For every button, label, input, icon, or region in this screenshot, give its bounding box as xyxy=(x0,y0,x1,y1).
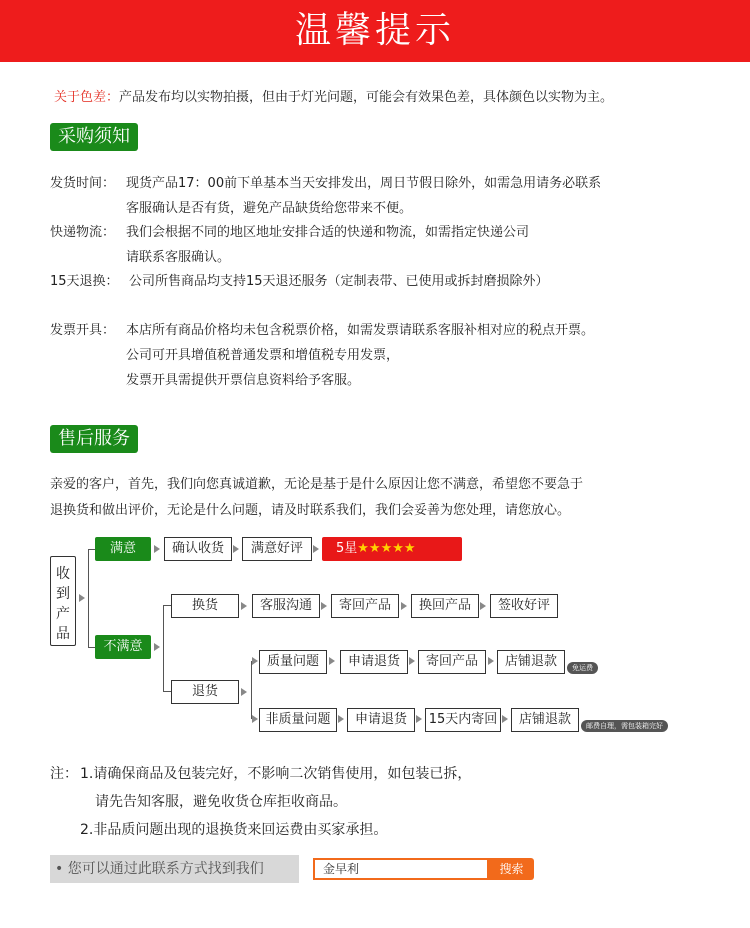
arrow-icon xyxy=(154,545,160,553)
invoice-line-2: 公司可开具增值税普通发票和增值税专用发票， xyxy=(126,348,400,363)
logistics-line-1: 我们会根据不同的地区地址安排合适的快递和物流，如需指定快递公司 xyxy=(126,225,530,240)
return-policy-line-1: 公司所售商品均支持15天退还服务（定制表带、已使用或拆封磨损除外） xyxy=(129,274,549,289)
non-quality-send-back-box: 15天内寄回 xyxy=(425,708,501,732)
confirm-receipt-box: 确认收货 xyxy=(164,537,232,561)
arrow-icon xyxy=(154,643,160,651)
logistics-line-2: 请联系客服确认。 xyxy=(126,250,231,265)
satisfied-badge: 满意 xyxy=(95,537,151,561)
arrow-icon xyxy=(252,715,258,723)
store-search-input[interactable]: 金早利 xyxy=(313,858,489,880)
connector-line xyxy=(88,549,95,550)
return-policy-label: 15天退换： xyxy=(50,274,119,289)
arrow-icon xyxy=(79,594,85,602)
five-star-label: 5星 xyxy=(336,541,358,556)
quality-apply-return-box: 申请退货 xyxy=(340,650,408,674)
quality-send-back-box: 寄回产品 xyxy=(418,650,486,674)
arrow-icon xyxy=(502,715,508,723)
arrow-icon xyxy=(241,602,247,610)
good-review-box: 满意好评 xyxy=(242,537,312,561)
return-box: 退货 xyxy=(171,680,239,704)
note-prefix: 注： xyxy=(50,766,78,782)
non-quality-issue-box: 非质量问题 xyxy=(259,708,337,732)
received-product-box: 收到产品 xyxy=(50,556,76,646)
arrow-icon xyxy=(338,715,344,723)
exchange-step-sign-review: 签收好评 xyxy=(490,594,558,618)
arrow-icon xyxy=(241,688,247,696)
non-quality-apply-return-box: 申请退货 xyxy=(347,708,415,732)
shipping-line-1: 现货产品17：00前下单基本当天安排发出，周日节假日除外，如需急用请务必联系 xyxy=(126,176,602,191)
logistics-label: 快递物流： xyxy=(50,225,116,240)
connector-line xyxy=(88,647,95,648)
after-sales-heading: 售后服务 xyxy=(50,425,138,453)
five-star-rating xyxy=(322,537,462,561)
non-quality-refund-box: 店铺退款 xyxy=(511,708,579,732)
connector-line xyxy=(251,661,252,719)
arrow-icon xyxy=(401,602,407,610)
note-item-2: 2.非品质问题出现的退换货来回运费由买家承担。 xyxy=(80,822,388,838)
invoice-line-3: 发票开具需提供开票信息资料给予客服。 xyxy=(126,373,361,388)
arrow-icon xyxy=(313,545,319,553)
free-shipping-tag: 免运费 xyxy=(567,662,598,674)
after-sales-intro-1: 亲爱的客户，首先，我们向您真诚道歉，无论是基于是什么原因让您不满意，希望您不要急于 xyxy=(50,477,584,492)
shipping-label: 发货时间： xyxy=(50,176,116,191)
shipping-line-2: 客服确认是否有货，避免产品缺货给您带来不便。 xyxy=(126,201,413,216)
quality-issue-box: 质量问题 xyxy=(259,650,327,674)
contact-hint: • 您可以通过此联系方式找到我们 xyxy=(50,855,299,883)
exchange-box: 换货 xyxy=(171,594,239,618)
connector-line xyxy=(88,549,89,647)
arrow-icon xyxy=(409,657,415,665)
note-item-1-line-2: 请先告知客服，避免收货仓库拒收商品。 xyxy=(95,794,347,810)
arrow-icon xyxy=(233,545,239,553)
note-item-1-line-1: 1.请确保商品及包装完好，不影响二次销售使用，如包装已拆， xyxy=(80,766,472,782)
quality-refund-box: 店铺退款 xyxy=(497,650,565,674)
self-paid-shipping-tag: 邮费自理，需包装箱完好 xyxy=(581,720,668,732)
exchange-step-send-back: 寄回产品 xyxy=(331,594,399,618)
color-note-label: 关于色差： xyxy=(54,90,120,105)
search-button[interactable]: 搜索 xyxy=(489,858,534,880)
exchange-step-replacement: 换回产品 xyxy=(411,594,479,618)
star-icon: ★★★★★ xyxy=(357,541,416,556)
purchase-heading: 采购须知 xyxy=(50,123,138,151)
invoice-line-1: 本店所有商品价格均未包含税票价格，如需发票请联系客服补相对应的税点开票。 xyxy=(126,323,595,338)
arrow-icon xyxy=(252,657,258,665)
arrow-icon xyxy=(416,715,422,723)
arrow-icon xyxy=(321,602,327,610)
connector-line xyxy=(163,605,171,606)
page-banner: 温馨提示 xyxy=(0,0,750,62)
arrow-icon xyxy=(329,657,335,665)
connector-line xyxy=(163,691,171,692)
arrow-icon xyxy=(488,657,494,665)
connector-line xyxy=(163,605,164,691)
after-sales-intro-2: 退换货和做出评价，无论是什么问题，请及时联系我们，我们会妥善为您处理，请您放心。 xyxy=(50,503,571,518)
color-note-text: 产品发布均以实物拍摄，但由于灯光问题，可能会有效果色差，具体颜色以实物为主。 xyxy=(119,90,614,105)
unsatisfied-badge: 不满意 xyxy=(95,635,151,659)
invoice-label: 发票开具： xyxy=(50,323,116,338)
color-note xyxy=(54,86,613,105)
exchange-step-contact: 客服沟通 xyxy=(252,594,320,618)
arrow-icon xyxy=(480,602,486,610)
